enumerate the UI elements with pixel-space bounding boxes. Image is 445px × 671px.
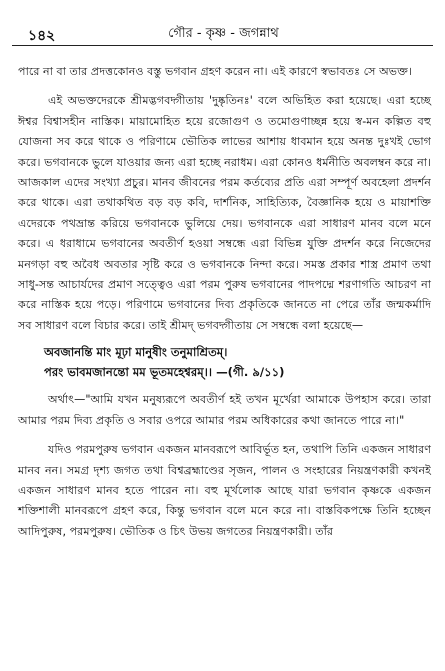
verse-line-1: অবজানন্তি মাং মূঢ়া মানুষীং তনুমাশ্রিতম্। [44,345,228,360]
running-title: গৌর - কৃষ্ণ - জগন্নাথ [168,26,279,41]
header-rule [12,45,433,46]
paragraph-4: যদিও পরমপুরুষ ভগবান একজন মানবরূপে আবির্ভূত হন, তথাপি তিনি একজন সাধারণ মানব নন। সমগ্র দৃশ্য জগত তথা বিশ্বব্রহ্মাণ্ডের সৃজন, পালন ও সংহারের নিয়ন্ত্রণকারী কখনই একজন সাধারণ মানব হতে পারেন না। বহু মূর্খলোক আছে যারা ভগবান কৃষ্ণকে একজন শক্তিশালী মানবরূপে গ্রহণ করে, কিন্তু ভগবান বলে মনে করে না। বাস্তবিকপক্ষে তিনি হচ্ছেন আদিপুরুষ, পরমপুরুষ। ভৌতিক ও চিৎ উভয় জগতের নিয়ন্ত্রণকারী। তাঁর [18,443,431,538]
sanskrit-verse [44,342,431,382]
page-body [18,62,431,542]
page-number: ১৪২ [28,28,56,44]
verse-line-2: পরং ভাবমজানন্তো মম ভূতমহেশ্বরম্।। —(গী. ৯/১১) [44,365,285,380]
paragraph-3: অর্থাৎ—"আমি যখন মনুষ্যরূপে অবতীর্ণ হই তখন মূর্খেরা আমাকে উপহাস করে। তারা আমার পরম দিব্য প্রকৃতি ও সবার ওপরে আমার পরম অধিকারের কথা জানতে পারে না।" [18,393,431,427]
paragraph-1: পারে না বা তার প্রদত্তকোনও বস্তু ভগবান গ্রহণ করেন না। এই কারণে স্বভাবতঃ সে অভক্ত। [18,65,412,78]
page-header [14,0,433,44]
paragraph-2: এই অভক্তদেরকে শ্রীমদ্ভগবদ্গীতায় 'দুষ্কৃতিনঃ' বলে অভিহিত করা হয়েছে। এরা হচ্ছে ঈশ্বর বিশ্বাসহীন নাস্তিক। মায়ামোহিত হয়ে রজোগুণ ও তমোগুণাচ্ছন্ন হয়ে স্ব-মন কল্পিত বহু যোজনা সব করে থাকে ও পরিণামে ভৌতিক লাভের আশায় ধাবমান হয়ে অনন্ত দুঃখই ভোগ করে। ভগবানকে ভুলে যাওয়ার জন্য এরা হচ্ছে নরাধম। এরা কোনও ধর্মনীতি অবলম্বন করে না। আজকাল এদের সংখ্যা প্রচুর। মানব জীবনের পরম কর্তব্যের প্রতি এরা সম্পূর্ণ অবহেলা প্রদর্শন করে থাকে। এরা তথাকথিত বড় বড় কবি, দার্শনিক, সাহিত্যিক, বৈজ্ঞানিক হয়ে ও মায়াশক্তি এদেরকে পথভ্রান্ত করিয়ে ভগবানকে ভুলিয়ে দেয়। ভগবানকে এরা সাধারণ মানব বলে মনে করে। এ ধরাধামে ভগবানের অবতীর্ণ হওয়া সম্বন্ধে এরা বিভিন্ন যুক্তি প্রদর্শন করে নিজেদের মনগড়া বহু অবৈধ অবতার সৃষ্টি করে ও ভগবানকে নিন্দা করে। সমস্ত প্রকার শাস্ত্র প্রমাণ তথা সাধু-সন্ত আচার্যদের প্রমাণ সত্ত্বেও এরা পরম পুরুষ ভগবানের পাদপদ্মে শরণাগতি আচরণ না করে নাস্তিক হয়ে পড়ে। পরিণামে ভগবানের দিব্য প্রকৃতিকে জানতে না পেরে তাঁর জন্মকর্মাদি সব সাধারণ বলে বিচার করে। তাই শ্রীমদ্ ভগবদ্গীতায় সে সম্বন্ধে বলা হয়েছে— [18,94,431,332]
